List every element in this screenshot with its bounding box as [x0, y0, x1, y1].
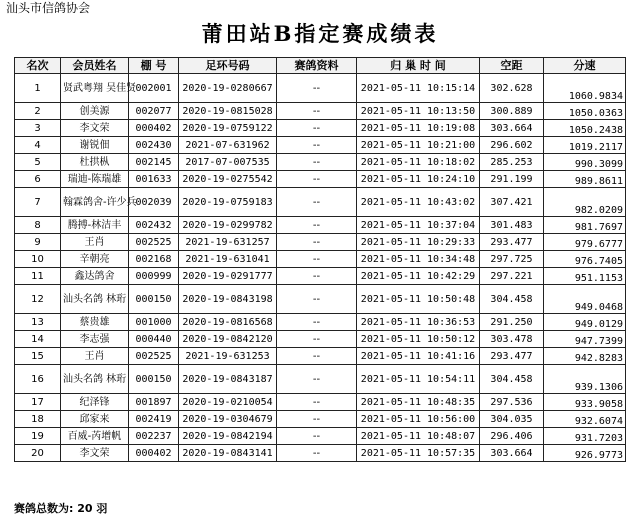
- table-row: [15, 154, 626, 171]
- pigeon-info-cell: --: [277, 171, 357, 188]
- speed-cell: 947.7399: [544, 331, 626, 348]
- member-name-cell: 汕头名鸽 林珩: [61, 285, 129, 314]
- rank-cell: 5: [15, 154, 61, 171]
- pigeon-info-cell: --: [277, 331, 357, 348]
- distance-cell: 297.725: [480, 251, 544, 268]
- arrival-time-cell: 2021-05-11 10:48:07: [357, 428, 480, 445]
- distance-cell: 291.250: [480, 314, 544, 331]
- ring-no-cell: 2020-19-0816568: [179, 314, 277, 331]
- speed-cell: 942.8283: [544, 348, 626, 365]
- pigeon-info-cell: --: [277, 268, 357, 285]
- table-row: [15, 348, 626, 365]
- arrival-time-cell: 2021-05-11 10:15:14: [357, 74, 480, 103]
- ring-no-cell: 2020-19-0843141: [179, 445, 277, 462]
- rank-cell: 14: [15, 331, 61, 348]
- distance-cell: 285.253: [480, 154, 544, 171]
- loft-no-cell: 001633: [129, 171, 179, 188]
- loft-no-cell: 000999: [129, 268, 179, 285]
- member-name-cell: 瑞迪-陈瑞雄: [61, 171, 129, 188]
- rank-cell: 10: [15, 251, 61, 268]
- rank-cell: 13: [15, 314, 61, 331]
- member-name-cell: 创美源: [61, 103, 129, 120]
- pigeon-info-cell: --: [277, 348, 357, 365]
- pigeon-info-cell: --: [277, 314, 357, 331]
- total-count: 赛鸽总数为: 20 羽: [14, 502, 108, 515]
- distance-cell: 291.199: [480, 171, 544, 188]
- distance-cell: 297.536: [480, 394, 544, 411]
- pigeon-info-cell: --: [277, 428, 357, 445]
- pigeon-info-cell: --: [277, 188, 357, 217]
- speed-cell: 989.8611: [544, 171, 626, 188]
- distance-cell: 300.889: [480, 103, 544, 120]
- arrival-time-cell: 2021-05-11 10:29:33: [357, 234, 480, 251]
- rank-cell: 8: [15, 217, 61, 234]
- loft-no-cell: 002430: [129, 137, 179, 154]
- distance-cell: 307.421: [480, 188, 544, 217]
- ring-no-cell: 2020-19-0280667: [179, 74, 277, 103]
- member-name-cell: 百威-芮增帆: [61, 428, 129, 445]
- ring-no-cell: 2021-19-631041: [179, 251, 277, 268]
- speed-cell: 939.1306: [544, 365, 626, 394]
- loft-no-cell: 002145: [129, 154, 179, 171]
- distance-cell: 293.477: [480, 234, 544, 251]
- speed-cell: 976.7405: [544, 251, 626, 268]
- ring-no-cell: 2021-19-631257: [179, 234, 277, 251]
- ring-no-cell: 2021-19-631253: [179, 348, 277, 365]
- distance-cell: 293.477: [480, 348, 544, 365]
- table-row: [15, 137, 626, 154]
- pigeon-info-cell: --: [277, 103, 357, 120]
- ring-no-cell: 2020-19-0759183: [179, 188, 277, 217]
- table-row: [15, 314, 626, 331]
- loft-no-cell: 002001: [129, 74, 179, 103]
- speed-cell: 982.0209: [544, 188, 626, 217]
- member-name-cell: 辛朝亮: [61, 251, 129, 268]
- table-row: [15, 411, 626, 428]
- speed-cell: 1019.2117: [544, 137, 626, 154]
- ring-no-cell: 2020-19-0210054: [179, 394, 277, 411]
- ring-no-cell: 2020-19-0843198: [179, 285, 277, 314]
- arrival-time-cell: 2021-05-11 10:34:48: [357, 251, 480, 268]
- rank-cell: 20: [15, 445, 61, 462]
- arrival-time-cell: 2021-05-11 10:54:11: [357, 365, 480, 394]
- loft-no-cell: 000440: [129, 331, 179, 348]
- speed-cell: 990.3099: [544, 154, 626, 171]
- table-row: [15, 171, 626, 188]
- loft-no-cell: 002237: [129, 428, 179, 445]
- member-name-cell: 李文荣: [61, 120, 129, 137]
- distance-cell: 303.664: [480, 445, 544, 462]
- speed-cell: 951.1153: [544, 268, 626, 285]
- ring-no-cell: 2020-19-0843187: [179, 365, 277, 394]
- arrival-time-cell: 2021-05-11 10:48:35: [357, 394, 480, 411]
- arrival-time-cell: 2021-05-11 10:13:50: [357, 103, 480, 120]
- arrival-time-cell: 2021-05-11 10:41:16: [357, 348, 480, 365]
- pigeon-info-cell: --: [277, 285, 357, 314]
- member-name-cell: 纪泽锋: [61, 394, 129, 411]
- loft-no-cell: 001000: [129, 314, 179, 331]
- pigeon-info-cell: --: [277, 234, 357, 251]
- member-name-cell: 王肖: [61, 348, 129, 365]
- speed-cell: 1050.0363: [544, 103, 626, 120]
- speed-cell: 949.0468: [544, 285, 626, 314]
- rank-cell: 3: [15, 120, 61, 137]
- arrival-time-cell: 2021-05-11 10:36:53: [357, 314, 480, 331]
- member-name-cell: 鑫达鸽舍: [61, 268, 129, 285]
- col-header-pigeon-info: 赛鸽资料: [277, 58, 357, 74]
- rank-cell: 17: [15, 394, 61, 411]
- ring-no-cell: 2020-19-0304679: [179, 411, 277, 428]
- speed-cell: 949.0129: [544, 314, 626, 331]
- col-header-arrival-time: 归 巢 时 间: [357, 58, 480, 74]
- arrival-time-cell: 2021-05-11 10:43:02: [357, 188, 480, 217]
- rank-cell: 6: [15, 171, 61, 188]
- arrival-time-cell: 2021-05-11 10:37:04: [357, 217, 480, 234]
- pigeon-info-cell: --: [277, 137, 357, 154]
- loft-no-cell: 002168: [129, 251, 179, 268]
- arrival-time-cell: 2021-05-11 10:50:12: [357, 331, 480, 348]
- table-row: [15, 331, 626, 348]
- table-row: [15, 445, 626, 462]
- member-name-cell: 汕头名鸽 林珩: [61, 365, 129, 394]
- speed-cell: 931.7203: [544, 428, 626, 445]
- speed-cell: 979.6777: [544, 234, 626, 251]
- rank-cell: 11: [15, 268, 61, 285]
- ring-no-cell: 2020-19-0299782: [179, 217, 277, 234]
- col-header-ring-no: 足环号码: [179, 58, 277, 74]
- ring-no-cell: 2020-19-0842120: [179, 331, 277, 348]
- table-row: [15, 217, 626, 234]
- table-row: [15, 234, 626, 251]
- distance-cell: 297.221: [480, 268, 544, 285]
- rank-cell: 18: [15, 411, 61, 428]
- distance-cell: 301.483: [480, 217, 544, 234]
- speed-cell: 981.7697: [544, 217, 626, 234]
- ring-no-cell: 2020-19-0291777: [179, 268, 277, 285]
- arrival-time-cell: 2021-05-11 10:50:48: [357, 285, 480, 314]
- arrival-time-cell: 2021-05-11 10:18:02: [357, 154, 480, 171]
- rank-cell: 16: [15, 365, 61, 394]
- speed-cell: 1060.9834: [544, 74, 626, 103]
- loft-no-cell: 001897: [129, 394, 179, 411]
- organization-name: 汕头市信鸽协会: [6, 1, 91, 15]
- pigeon-info-cell: --: [277, 74, 357, 103]
- speed-cell: 933.9058: [544, 394, 626, 411]
- distance-cell: 304.035: [480, 411, 544, 428]
- rank-cell: 7: [15, 188, 61, 217]
- col-header-distance: 空距: [480, 58, 544, 74]
- table-row: [15, 251, 626, 268]
- distance-cell: 296.406: [480, 428, 544, 445]
- arrival-time-cell: 2021-05-11 10:24:10: [357, 171, 480, 188]
- pigeon-info-cell: --: [277, 411, 357, 428]
- rank-cell: 15: [15, 348, 61, 365]
- pigeon-info-cell: --: [277, 120, 357, 137]
- loft-no-cell: 000402: [129, 120, 179, 137]
- member-name-cell: 翰霖鸽舍-许少兵: [61, 188, 129, 217]
- pigeon-info-cell: --: [277, 445, 357, 462]
- loft-no-cell: 002039: [129, 188, 179, 217]
- ring-no-cell: 2021-07-631962: [179, 137, 277, 154]
- loft-no-cell: 002419: [129, 411, 179, 428]
- member-name-cell: 贤武粤翔 吴佳贤: [61, 74, 129, 103]
- loft-no-cell: 000402: [129, 445, 179, 462]
- loft-no-cell: 002077: [129, 103, 179, 120]
- loft-no-cell: 000150: [129, 365, 179, 394]
- rank-cell: 2: [15, 103, 61, 120]
- distance-cell: 304.458: [480, 285, 544, 314]
- loft-no-cell: 000150: [129, 285, 179, 314]
- header-row: [15, 58, 626, 74]
- table-row: [15, 188, 626, 217]
- pigeon-info-cell: --: [277, 217, 357, 234]
- ring-no-cell: 2020-19-0759122: [179, 120, 277, 137]
- loft-no-cell: 002525: [129, 348, 179, 365]
- table-row: [15, 394, 626, 411]
- page-title: 莆田站B指定赛成绩表: [201, 21, 439, 46]
- rank-cell: 19: [15, 428, 61, 445]
- distance-cell: 304.458: [480, 365, 544, 394]
- arrival-time-cell: 2021-05-11 10:42:29: [357, 268, 480, 285]
- member-name-cell: 谢锐佃: [61, 137, 129, 154]
- loft-no-cell: 002432: [129, 217, 179, 234]
- arrival-time-cell: 2021-05-11 10:56:00: [357, 411, 480, 428]
- member-name-cell: 邱家来: [61, 411, 129, 428]
- arrival-time-cell: 2021-05-11 10:57:35: [357, 445, 480, 462]
- table-row: [15, 428, 626, 445]
- member-name-cell: 李志强: [61, 331, 129, 348]
- col-header-speed: 分速: [544, 58, 626, 74]
- distance-cell: 303.664: [480, 120, 544, 137]
- ring-no-cell: 2017-07-007535: [179, 154, 277, 171]
- arrival-time-cell: 2021-05-11 10:19:08: [357, 120, 480, 137]
- distance-cell: 296.602: [480, 137, 544, 154]
- table-row: [15, 365, 626, 394]
- table-row: [15, 120, 626, 137]
- member-name-cell: 腾搏-林洁丰: [61, 217, 129, 234]
- speed-cell: 932.6074: [544, 411, 626, 428]
- ring-no-cell: 2020-19-0842194: [179, 428, 277, 445]
- table-row: [15, 268, 626, 285]
- rank-cell: 9: [15, 234, 61, 251]
- results-body: [15, 74, 626, 462]
- member-name-cell: 王肖: [61, 234, 129, 251]
- member-name-cell: 杜拱枞: [61, 154, 129, 171]
- col-header-loft-no: 棚 号: [129, 58, 179, 74]
- speed-cell: 926.9773: [544, 445, 626, 462]
- rank-cell: 1: [15, 74, 61, 103]
- results-table: [14, 57, 626, 462]
- pigeon-info-cell: --: [277, 154, 357, 171]
- member-name-cell: 李文荣: [61, 445, 129, 462]
- rank-cell: 12: [15, 285, 61, 314]
- rank-cell: 4: [15, 137, 61, 154]
- pigeon-info-cell: --: [277, 365, 357, 394]
- pigeon-info-cell: --: [277, 394, 357, 411]
- loft-no-cell: 002525: [129, 234, 179, 251]
- member-name-cell: 蔡贵雄: [61, 314, 129, 331]
- arrival-time-cell: 2021-05-11 10:21:00: [357, 137, 480, 154]
- speed-cell: 1050.2438: [544, 120, 626, 137]
- col-header-rank: 名次: [15, 58, 61, 74]
- distance-cell: 303.478: [480, 331, 544, 348]
- table-row: [15, 103, 626, 120]
- distance-cell: 302.628: [480, 74, 544, 103]
- table-row: [15, 74, 626, 103]
- pigeon-info-cell: --: [277, 251, 357, 268]
- table-row: [15, 285, 626, 314]
- col-header-member-name: 会员姓名: [61, 58, 129, 74]
- ring-no-cell: 2020-19-0815028: [179, 103, 277, 120]
- ring-no-cell: 2020-19-0275542: [179, 171, 277, 188]
